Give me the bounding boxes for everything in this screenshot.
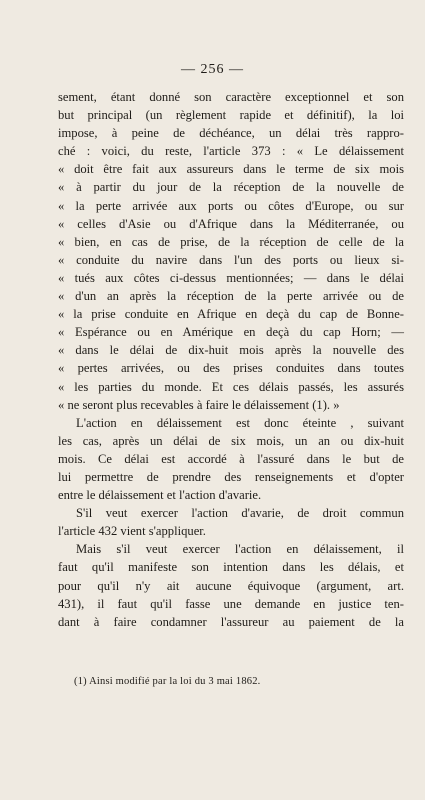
text-line: « tués aux côtes ci-dessus mentionnées; — dans le délai <box>58 270 404 285</box>
text-line: « ne seront plus recevables à faire le délaissement (1). » <box>58 397 340 412</box>
text-line: but principal (un règlement rapide et définitif), la loi <box>58 108 404 123</box>
body-text <box>58 88 404 631</box>
text-line: « celles d'Asie ou d'Afrique dans la Méditerranée, ou <box>58 216 404 231</box>
text-line: S'il veut exercer l'action d'avarie, de droit commun <box>76 506 404 521</box>
text-line: 431), il faut qu'il fasse une demande en justice ten- <box>58 596 404 611</box>
text-line: pour qu'il n'y ait aucune équivoque (argument, art. <box>58 578 404 593</box>
text-line: « la perte arrivée aux ports ou côtes d'Europe, ou sur <box>58 198 404 213</box>
text-line: sement, étant donné son caractère exceptionnel et son <box>58 90 404 104</box>
text-line: « à partir du jour de la réception de la nouvelle de <box>58 180 404 195</box>
text-line: « bien, en cas de prise, de la réception de celle de la <box>58 234 404 249</box>
text-line: entre le délaissement et l'action d'avarie. <box>58 488 262 503</box>
text-line: « la prise conduite en Afrique en deçà du cap de Bonne- <box>58 307 404 322</box>
text-line: les cas, après un délai de six mois, un an ou dix-huit <box>58 433 404 448</box>
text-line: « pertes arrivées, ou des prises conduites dans toutes <box>58 361 404 376</box>
text-line: Mais s'il veut exercer l'action en délaissement, il <box>76 542 404 557</box>
text-line: impose, à peine de déchéance, un délai très rappro- <box>58 126 404 141</box>
text-line: « les parties du monde. Et ces délais passés, les assurés <box>58 379 404 394</box>
footnote: (1) Ainsi modifié par la loi du 3 mai 1862. <box>74 676 261 687</box>
text-line: « conduite du navire dans l'un des ports ou lieux si- <box>58 252 404 267</box>
text-line: L'action en délaissement est donc éteinte , suivant <box>76 415 404 430</box>
text-line: lui permettre de prendre des renseignements et d'opter <box>58 469 404 484</box>
text-line: faut qu'il manifeste son intention dans les délais, et <box>58 560 404 575</box>
text-line: « doit être fait aux assureurs dans le terme de six mois <box>58 162 404 177</box>
text-line: « dans le délai de dix-huit mois après la nouvelle des <box>58 343 404 358</box>
text-line: l'article 432 vient s'appliquer. <box>58 524 206 539</box>
text-line: mois. Ce délai est accordé à l'assuré dans le but de <box>58 451 404 466</box>
page-number: — 256 — <box>181 62 244 77</box>
text-line: « d'un an après la réception de la perte arrivée ou de <box>58 289 404 304</box>
text-line: dant à faire condamner l'assureur au paiement de la <box>58 614 404 629</box>
text-line: ché : voici, du reste, l'article 373 : « Le délaissement <box>58 144 404 159</box>
text-line: « Espérance ou en Amérique en deçà du cap Horn; — <box>58 325 404 340</box>
